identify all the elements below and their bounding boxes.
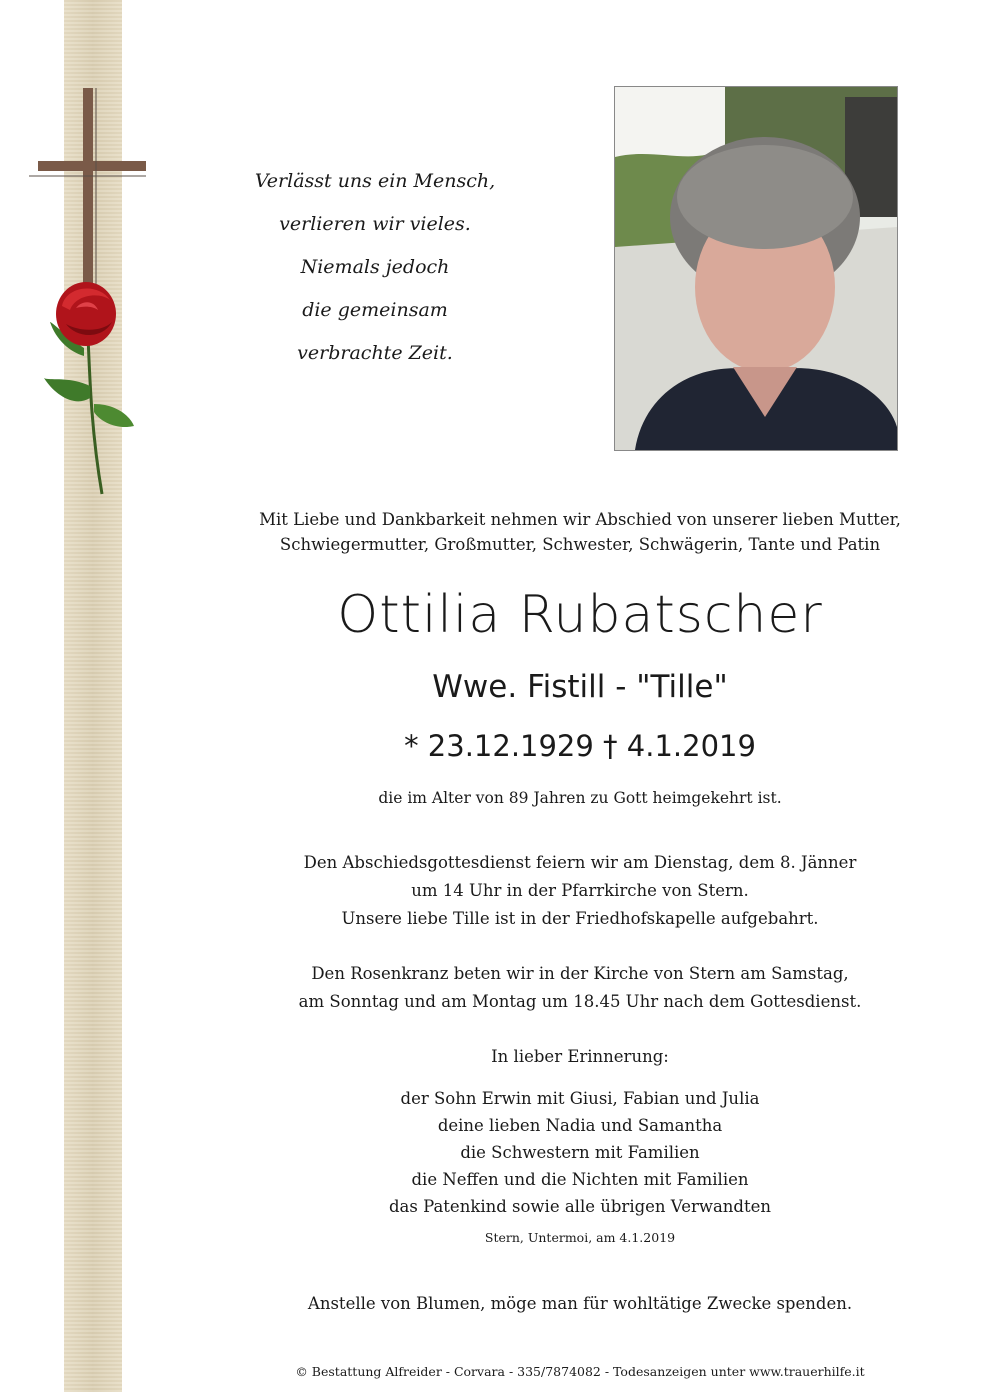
service-line: um 14 Uhr in der Pfarrkirche von Stern. <box>411 881 749 900</box>
memory-heading: In lieber Erinnerung: <box>491 1047 669 1066</box>
cross-with-rose <box>26 86 151 506</box>
mourner-line: die Neffen und die Nichten mit Familien <box>411 1170 749 1189</box>
memorial-quote <box>240 160 510 375</box>
quote-line: Niemals jedoch <box>300 256 450 278</box>
age-line: die im Alter von 89 Jahren zu Gott heimgekehrt ist. <box>378 789 782 807</box>
rosary-line: am Sonntag und am Montag um 18.45 Uhr nach dem Gottesdienst. <box>298 992 862 1011</box>
flowers-note: Anstelle von Blumen, möge man für wohltätige Zwecke spenden. <box>307 1294 853 1313</box>
mourner-line: das Patenkind sowie alle übrigen Verwandten <box>388 1197 772 1216</box>
intro-line: Mit Liebe und Dankbarkeit nehmen wir Abschied von unserer lieben Mutter, <box>259 510 901 529</box>
mourners-list <box>230 1085 930 1220</box>
mourner-line: die Schwestern mit Familien <box>460 1143 700 1162</box>
deceased-name: Ottilia Rubatscher <box>337 585 823 645</box>
quote-line: Verlässt uns ein Mensch, <box>254 170 496 192</box>
mourner-line: der Sohn Erwin mit Giusi, Fabian und Julia <box>400 1089 760 1108</box>
portrait-photo <box>614 86 898 451</box>
rosary-info <box>230 960 930 1016</box>
service-line: Unsere liebe Tille ist in der Friedhofskapelle aufgebahrt. <box>341 909 819 928</box>
cross-icon <box>29 88 146 288</box>
service-info <box>230 849 930 933</box>
service-line: Den Abschiedsgottesdienst feiern wir am Dienstag, dem 8. Jänner <box>303 853 857 872</box>
mourner-line: deine lieben Nadia und Samantha <box>437 1116 723 1135</box>
quote-line: die gemeinsam <box>302 299 448 321</box>
life-dates: * 23.12.1929 † 4.1.2019 <box>404 729 756 763</box>
deceased-subname: Wwe. Fistill - "Tille" <box>432 669 728 705</box>
place-date: Stern, Untermoi, am 4.1.2019 <box>484 1230 676 1245</box>
intro-line: Schwiegermutter, Großmutter, Schwester, Schwägerin, Tante und Patin <box>279 535 881 554</box>
footer-credit: © Bestattung Alfreider - Corvara - 335/7874082 - Todesanzeigen unter www.trauerhilfe.it <box>295 1364 865 1379</box>
rose-icon <box>44 282 134 494</box>
rosary-line: Den Rosenkranz beten wir in der Kirche von Stern am Samstag, <box>311 964 849 983</box>
intro-text <box>230 507 930 557</box>
quote-line: verbrachte Zeit. <box>297 342 453 364</box>
quote-line: verlieren wir vieles. <box>279 213 471 235</box>
